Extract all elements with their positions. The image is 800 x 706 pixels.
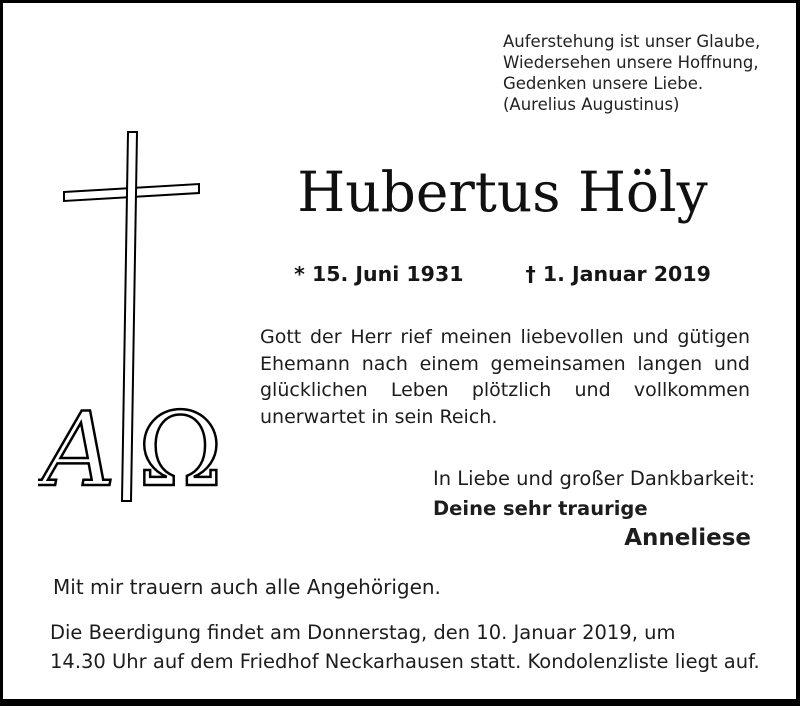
epigraph-line: Gedenken unsere Liebe. [503,74,704,93]
body-line: glücklichen Leben plötzlich und vollkommen [260,379,750,401]
omega-icon: Ω [138,391,223,510]
body-line: unerwartet in sein Reich. [260,405,498,428]
alpha-icon: Α [42,391,116,510]
funeral-information [50,619,785,676]
relation-line: Deine sehr traurige [433,497,648,520]
obituary-body [260,324,750,430]
cross-pole [122,132,137,501]
funeral-line: Die Beerdigung findet am Donnerstag, den 10. Januar 2019, um [50,621,676,644]
death-date: † 1. Januar 2019 [525,262,711,286]
body-line: Ehemann nach einem gemeinsamen langen und [260,352,750,375]
funeral-line: 14.30 Uhr auf dem Friedhof Neckarhausen statt. Kondolenzliste liegt auf. [50,649,760,673]
cross-alpha-omega-icon [38,125,223,510]
signature-name: Anneliese [624,525,751,551]
birth-date: * 15. Juni 1931 [294,262,464,286]
epigraph-line: Auferstehung ist unser Glaube, [503,32,761,51]
epigraph-quote [503,31,760,115]
epigraph-line: Wiedersehen unsere Hoffnung, [503,53,759,72]
mourners-line: Mit mir trauern auch alle Angehörigen. [53,575,441,599]
deceased-name: Hubertus Höly [297,160,708,224]
closing-block [433,464,756,552]
cross-alpha-omega-art [38,125,223,514]
body-line: Gott der Herr rief meinen liebevollen und gütigen [260,326,750,348]
gratitude-line: In Liebe und großer Dankbarkeit: [433,467,756,490]
epigraph-attribution: (Aurelius Augustinus) [503,95,680,114]
life-dates [245,262,760,286]
